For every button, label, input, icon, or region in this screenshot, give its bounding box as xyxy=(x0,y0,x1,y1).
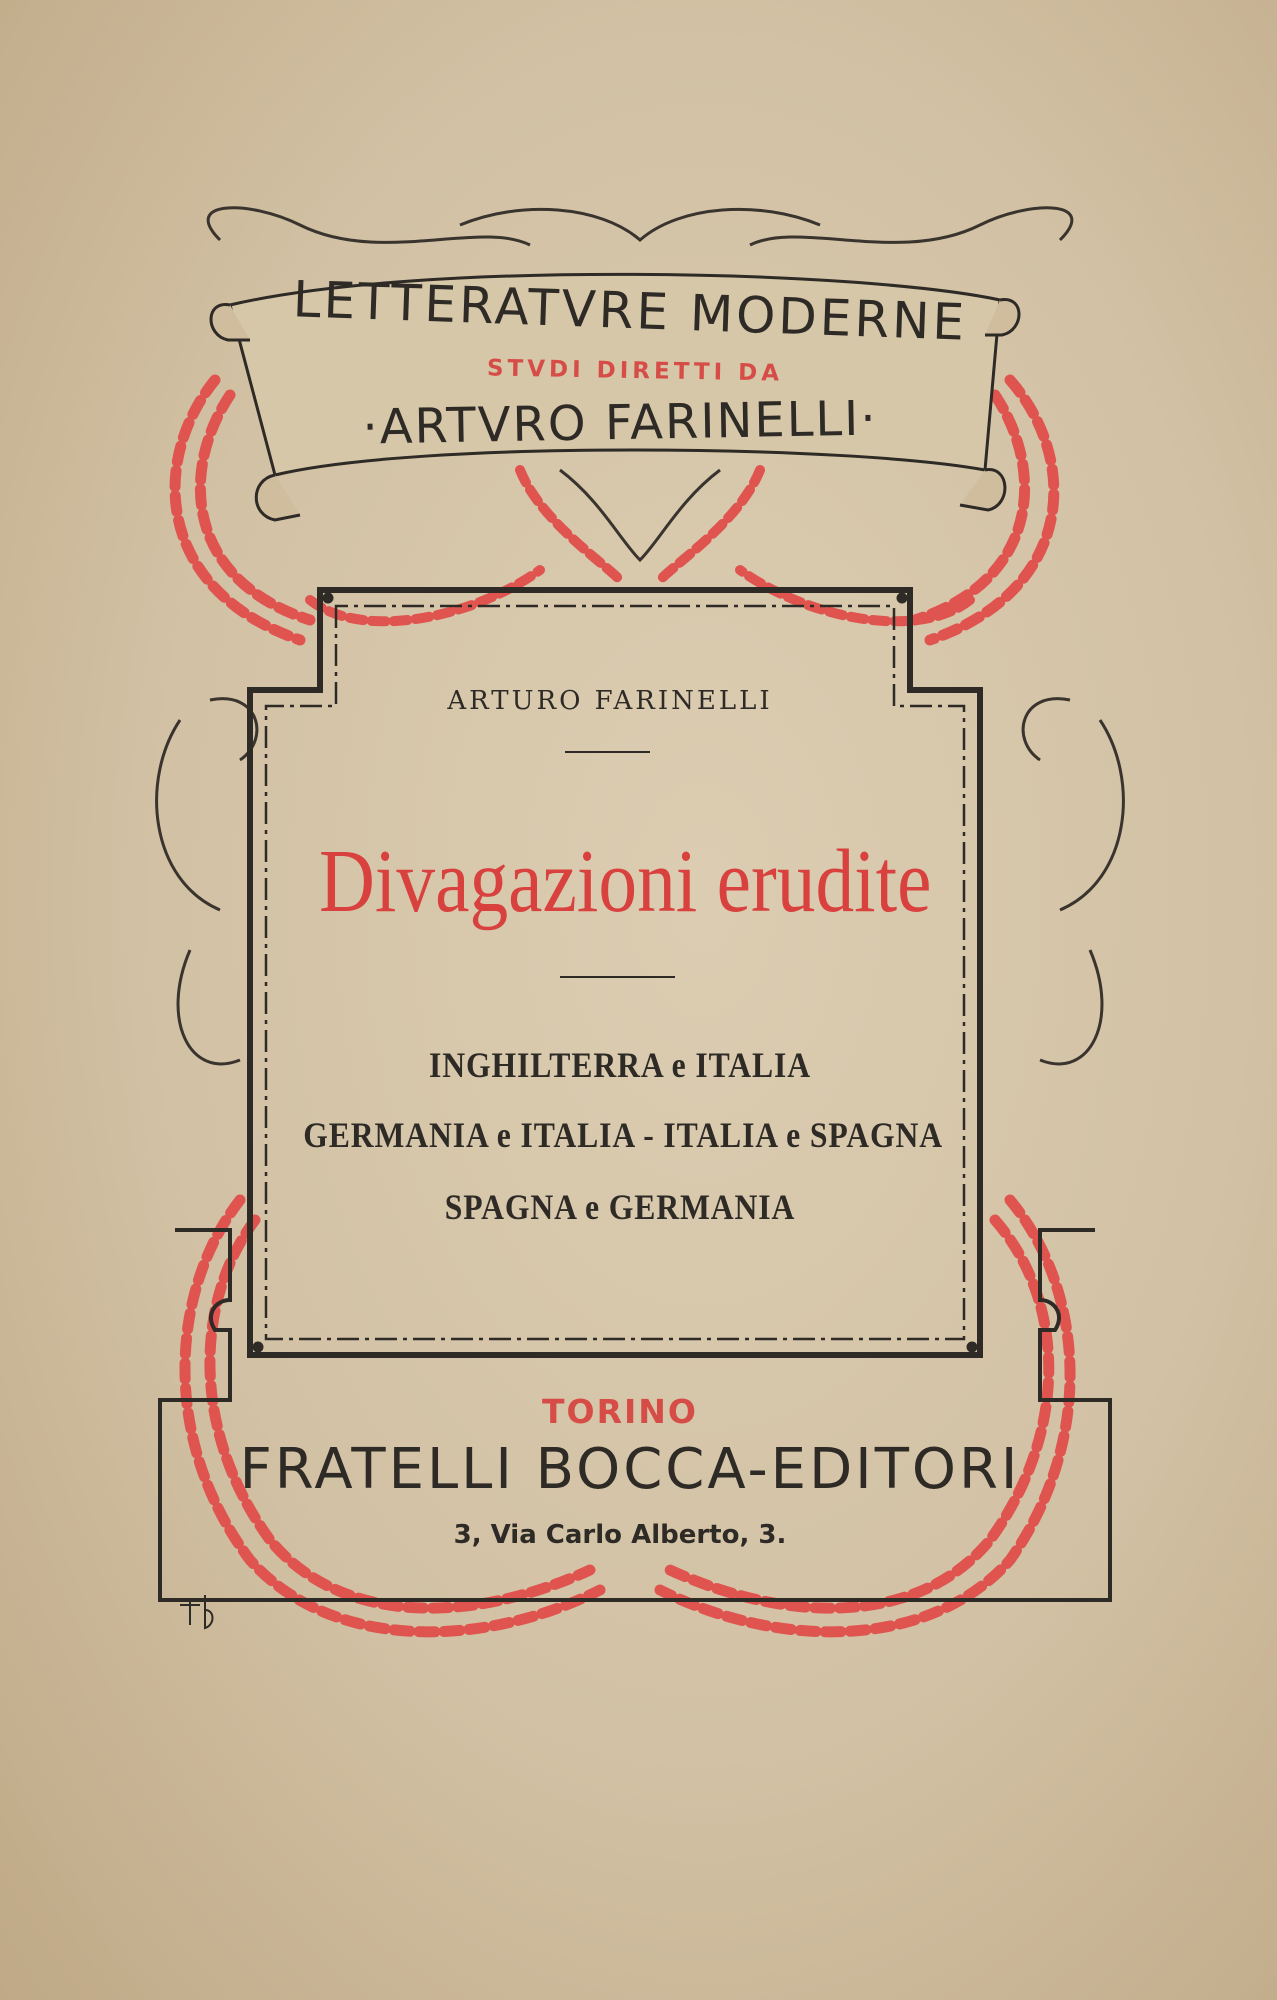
book-title: Divagazioni erudite xyxy=(319,832,932,931)
series-editor: ·ARTVRO FARINELLI· xyxy=(361,390,879,456)
series-title: LETTERATVRE MODERNE xyxy=(291,270,969,352)
subject-line: INGHILTERRA e ITALIA xyxy=(428,1045,812,1085)
author-name: ARTURO FARINELLI xyxy=(447,686,773,716)
series-subtitle: STVDI DIRETTI DA xyxy=(486,355,784,387)
publisher-city: TORINO xyxy=(542,1392,698,1431)
rose-swag-center-icon xyxy=(310,470,970,621)
subject-line: GERMANIA e ITALIA - ITALIA e SPAGNA xyxy=(303,1115,944,1155)
publisher-address: 3, Via Carlo Alberto, 3. xyxy=(453,1520,787,1550)
publisher-name: FRATELLI BOCCA-EDITORI xyxy=(239,1437,1021,1502)
subject-line: SPAGNA e GERMANIA xyxy=(444,1187,796,1227)
